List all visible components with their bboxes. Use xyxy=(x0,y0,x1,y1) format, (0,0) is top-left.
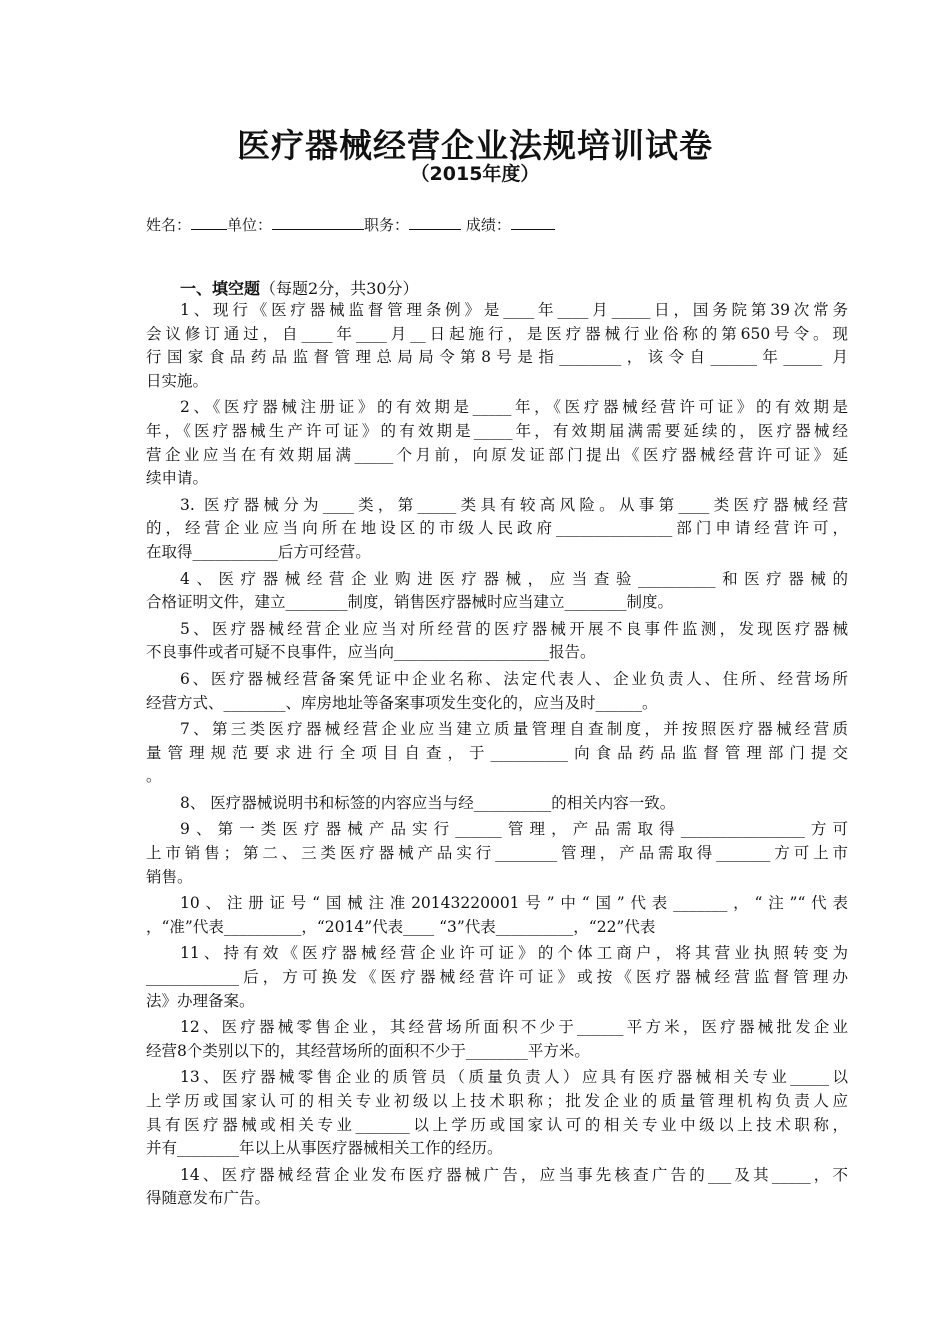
question-12 xyxy=(146,1016,848,1063)
question-line: 的，经营企业应当向所在地设区的市级人民政府_______________部门申请经营许可， xyxy=(146,519,848,538)
job-blank xyxy=(409,215,461,230)
question-line: 销售。 xyxy=(146,867,193,886)
question-line: 具有医疗器械或相关专业_______以上学历或国家认可的相关专业中级以上技术职称， xyxy=(146,1115,848,1134)
section-note: （每题2分，共30分） xyxy=(260,279,419,298)
question-14 xyxy=(146,1164,848,1211)
question-line: 12、医疗器械零售企业，其经营场所面积不少于______平方米，医疗器械批发企业 xyxy=(180,1018,848,1037)
question-line: 得随意发布广告。 xyxy=(146,1189,271,1208)
question-line: 2、《医疗器械注册证》的有效期是_____年，《医疗器械经营许可证》的有效期是 xyxy=(180,398,848,417)
question-11 xyxy=(146,942,848,1013)
question-line: 6、医疗器械经营备案凭证中企业名称、法定代表人、企业负责人、住所、经营场所 xyxy=(180,669,848,688)
question-line: 8、 医疗器械说明书和标签的内容应当与经__________的相关内容一致。 xyxy=(180,793,676,812)
section-heading xyxy=(180,276,419,299)
question-line: 日实施。 xyxy=(146,371,209,390)
question-line: 13、医疗器械零售企业的质管员（质量负责人）应具有医疗器械相关专业_____以 xyxy=(180,1068,848,1087)
unit-label: 单位： xyxy=(227,216,273,234)
section-title: 一、填空题 xyxy=(180,279,261,298)
question-5 xyxy=(146,618,848,665)
question-line: 法》办理备案。 xyxy=(146,991,255,1010)
question-line: 14、医疗器械经营企业发布医疗器械广告，应当事先核查广告的___及其_____，不 xyxy=(180,1165,848,1184)
question-line: 11、持有效《医疗器械经营企业许可证》的个体工商户，将其营业执照转变为 xyxy=(180,944,848,963)
candidate-info-row xyxy=(146,214,555,235)
question-1 xyxy=(146,299,848,393)
question-line: 上学历或国家认可的相关专业初级以上技术职称；批发企业的质量管理机构负责人应 xyxy=(146,1092,848,1110)
question-line: ，“准”代表__________，“2014”代表____ “3”代表__________，“22”代表 xyxy=(146,917,656,936)
question-line: 合格证明文件，建立________制度，销售医疗器械时应当建立________制度。 xyxy=(146,593,674,612)
question-7 xyxy=(146,718,848,789)
question-line: ____________后，方可换发《医疗器械经营许可证》或按《医疗器械经营监督管理办 xyxy=(146,968,848,987)
question-line: 营企业应当在有效期届满_____个月前，向原发证部门提出《医疗器械经营许可证》延 xyxy=(146,445,848,464)
question-9 xyxy=(146,818,848,889)
question-10 xyxy=(146,892,848,939)
question-line: 3. 医疗器械分为____类，第_____类具有较高风险。从事第____类医疗器械经营 xyxy=(180,495,848,514)
question-2 xyxy=(146,396,848,490)
question-line: 7、第三类医疗器械经营企业应当建立质量管理自查制度，并按照医疗器械经营质 xyxy=(180,720,848,739)
question-line: 。 xyxy=(146,767,162,786)
unit-blank xyxy=(272,215,364,230)
question-line: 上市销售；第二、三类医疗器械产品实行________管理，产品需取得_______方可上市 xyxy=(146,844,848,863)
question-line: 经营方式、________、库房地址等备案事项发生变化的，应当及时______。 xyxy=(146,693,658,712)
question-line: 行国家食品药品监督管理总局局令第8号是指________，该令自______年_____ 月 xyxy=(146,348,848,367)
question-3 xyxy=(146,494,848,565)
question-line: 在取得___________后方可经营。 xyxy=(146,542,371,561)
job-label: 职务： xyxy=(364,216,410,234)
question-4 xyxy=(146,568,848,615)
question-line: 10、注册证号“国械注准20143220001号”中“国”代表_______，“注”“代表 xyxy=(180,894,848,913)
question-line: 9、第一类医疗器械产品实行______管理，产品需取得________________方可 xyxy=(180,820,848,839)
question-8 xyxy=(146,792,848,816)
question-line: 会议修订通过，自____年____月__日起施行，是医疗器械行业俗称的第650号令。现 xyxy=(146,324,848,343)
question-line: 1、现行《医疗器械监督管理条例》是____年____月_____日，国务院第39次常务 xyxy=(180,301,848,319)
question-6 xyxy=(146,668,848,715)
question-line: 续申请。 xyxy=(146,469,209,488)
question-line: 经营8个类别以下的，其经营场所的面积不少于________平方米。 xyxy=(146,1041,590,1060)
question-list xyxy=(146,299,848,1214)
question-13 xyxy=(146,1066,848,1160)
name-blank xyxy=(191,215,227,230)
score-blank xyxy=(511,215,555,230)
score-label: 成绩： xyxy=(465,216,511,234)
page-subtitle: （2015年度） xyxy=(410,163,540,185)
name-label: 姓名： xyxy=(146,216,192,234)
question-line: 不良事件或者可疑不良事件，应当向____________________报告。 xyxy=(146,643,596,662)
page-title: 医疗器械经营企业法规培训试卷 xyxy=(237,126,713,165)
question-line: 年，《医疗器械生产许可证》的有效期是_____年，有效期届满需要延续的，医疗器械经 xyxy=(146,421,848,440)
question-line: 量管理规范要求进行全项目自查，于__________向食品药品监督管理部门提交 xyxy=(146,743,848,762)
question-line: 5、医疗器械经营企业应当对所经营的医疗器械开展不良事件监测，发现医疗器械 xyxy=(180,619,848,638)
question-line: 并有________年以上从事医疗器械相关工作的经历。 xyxy=(146,1139,503,1158)
question-line: 4、医疗器械经营企业购进医疗器械，应当查验__________和医疗器械的 xyxy=(180,569,848,588)
